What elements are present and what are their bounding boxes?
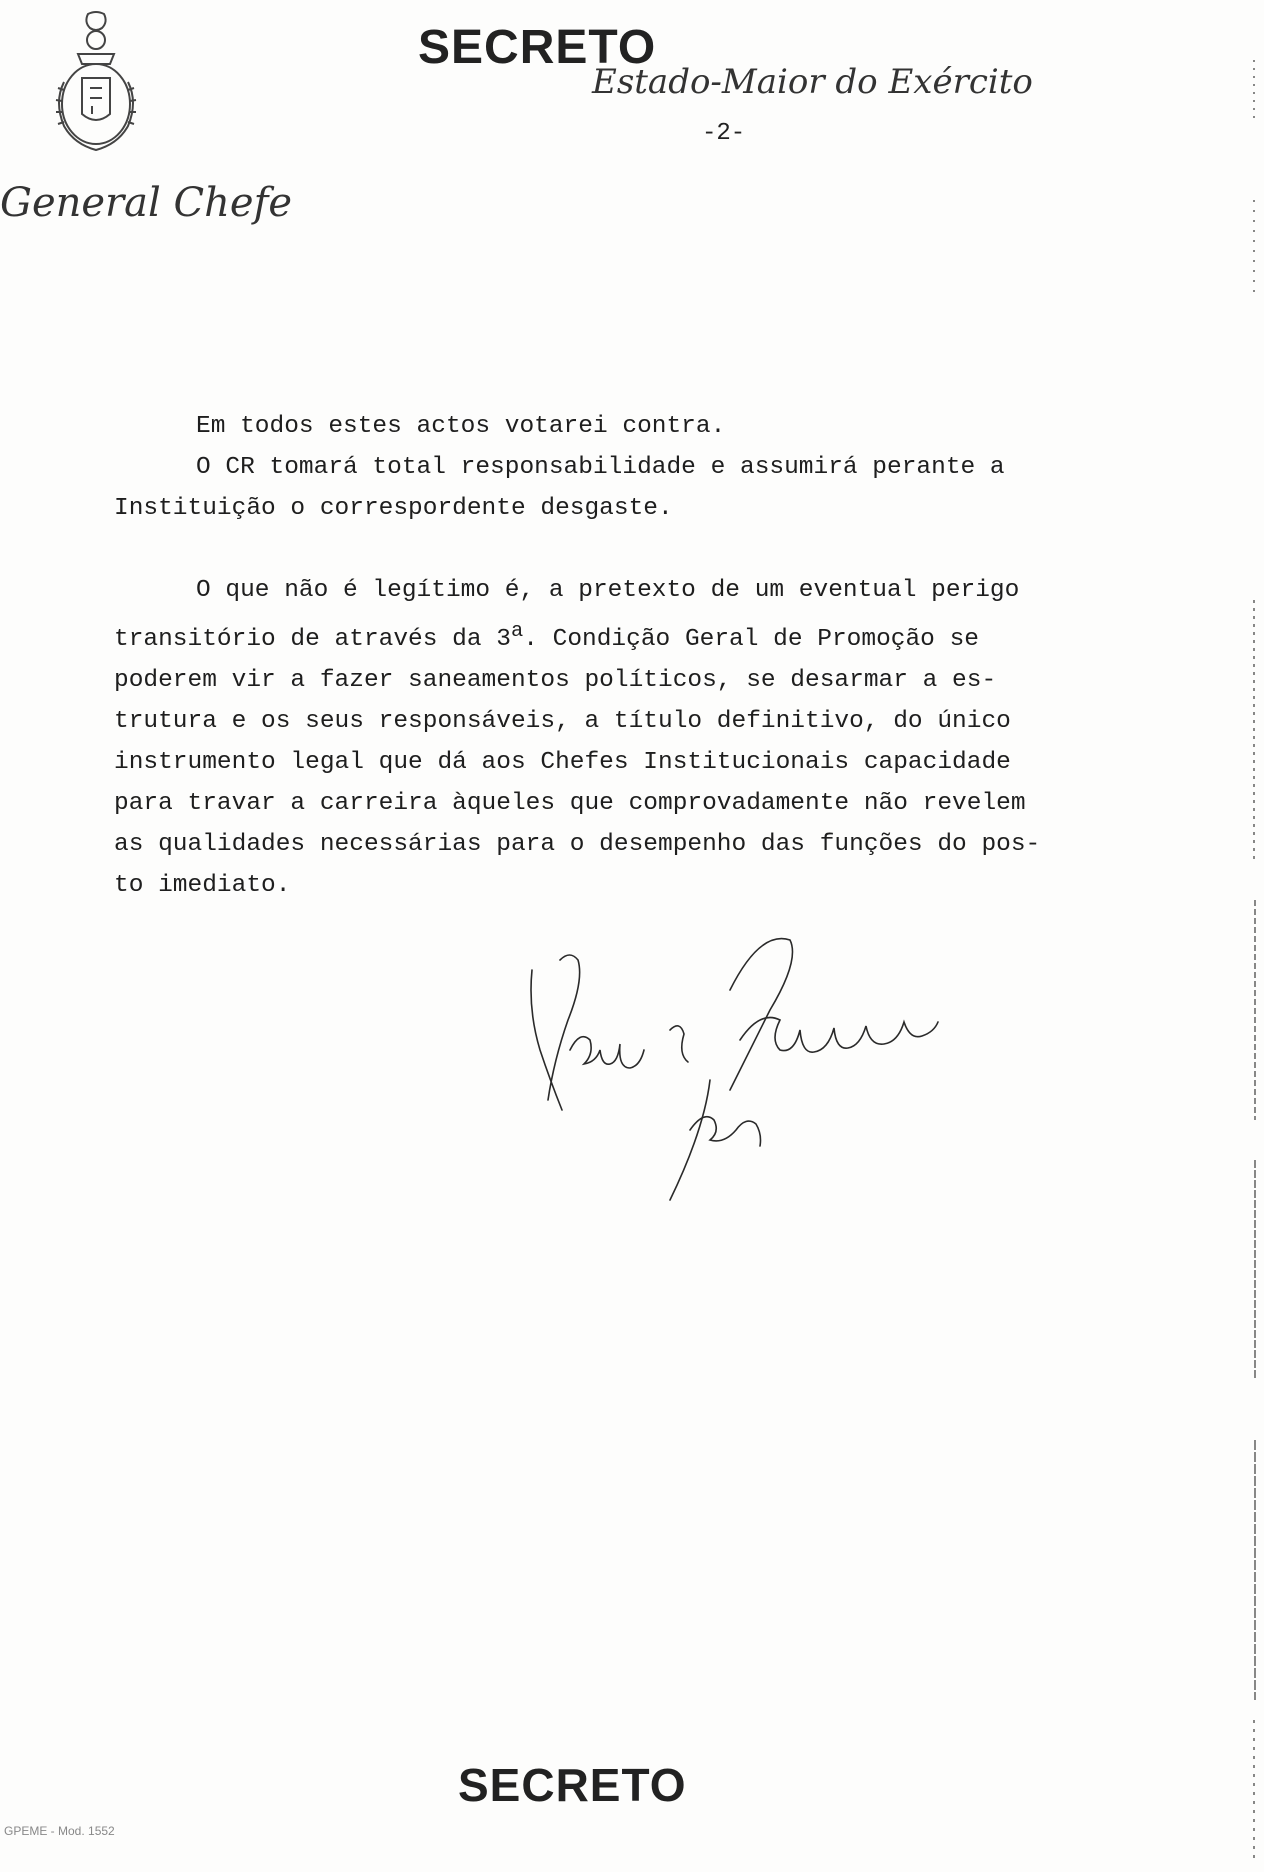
- page-number: -2-: [702, 120, 746, 147]
- coat-of-arms-emblem: [48, 8, 144, 154]
- organization-letterhead: Estado-Maior do Exército: [592, 62, 1033, 102]
- paragraph-vote: Em todos estes actos votarei contra.: [196, 413, 726, 440]
- classification-stamp-bottom: SECRETO: [458, 1759, 687, 1811]
- paragraph-legitimacy-line2: [114, 611, 1164, 660]
- paragraph-gap: [114, 529, 1164, 570]
- office-letterhead: General Chefe: [0, 180, 293, 226]
- paragraph-legitimacy-line7: as qualidades necessárias para o desempenho das funções do pos-: [114, 831, 1041, 859]
- paragraph-legitimacy-line3: poderem vir a fazer saneamentos políticos, se desarmar a es-: [114, 667, 997, 695]
- line2-start: transitório de através da 3: [114, 626, 511, 654]
- line2-end: . Condição Geral de Promoção se: [523, 626, 979, 654]
- form-code: GPEME - Mod. 1552: [4, 1824, 115, 1838]
- paragraph-legitimacy-line6: para travar a carreira àqueles que comprovadamente não revelem: [114, 790, 1026, 818]
- scan-edge-artifacts: [1240, 0, 1264, 1872]
- paragraph-responsibility-line1: O CR tomará total responsabilidade e assumirá perante a: [196, 454, 1005, 481]
- letter-body: [114, 406, 1164, 906]
- paragraph-legitimacy-line1: O que não é legítimo é, a pretexto de um eventual perigo: [196, 577, 1020, 604]
- paragraph-responsibility-line2: Instituição o correspordente desgaste.: [114, 495, 673, 522]
- paragraph-legitimacy-line8: to imediato.: [114, 872, 291, 900]
- ordinal-superscript: a: [510, 620, 524, 643]
- paragraph-legitimacy-line5: instrumento legal que dá aos Chefes Institucionais capacidade: [114, 749, 1011, 777]
- classification-stamp-top: SECRETO: [418, 21, 657, 74]
- paragraph-legitimacy-line4: trutura e os seus responsáveis, a título definitivo, do único: [114, 708, 1011, 736]
- handwritten-signature: [520, 930, 1040, 1220]
